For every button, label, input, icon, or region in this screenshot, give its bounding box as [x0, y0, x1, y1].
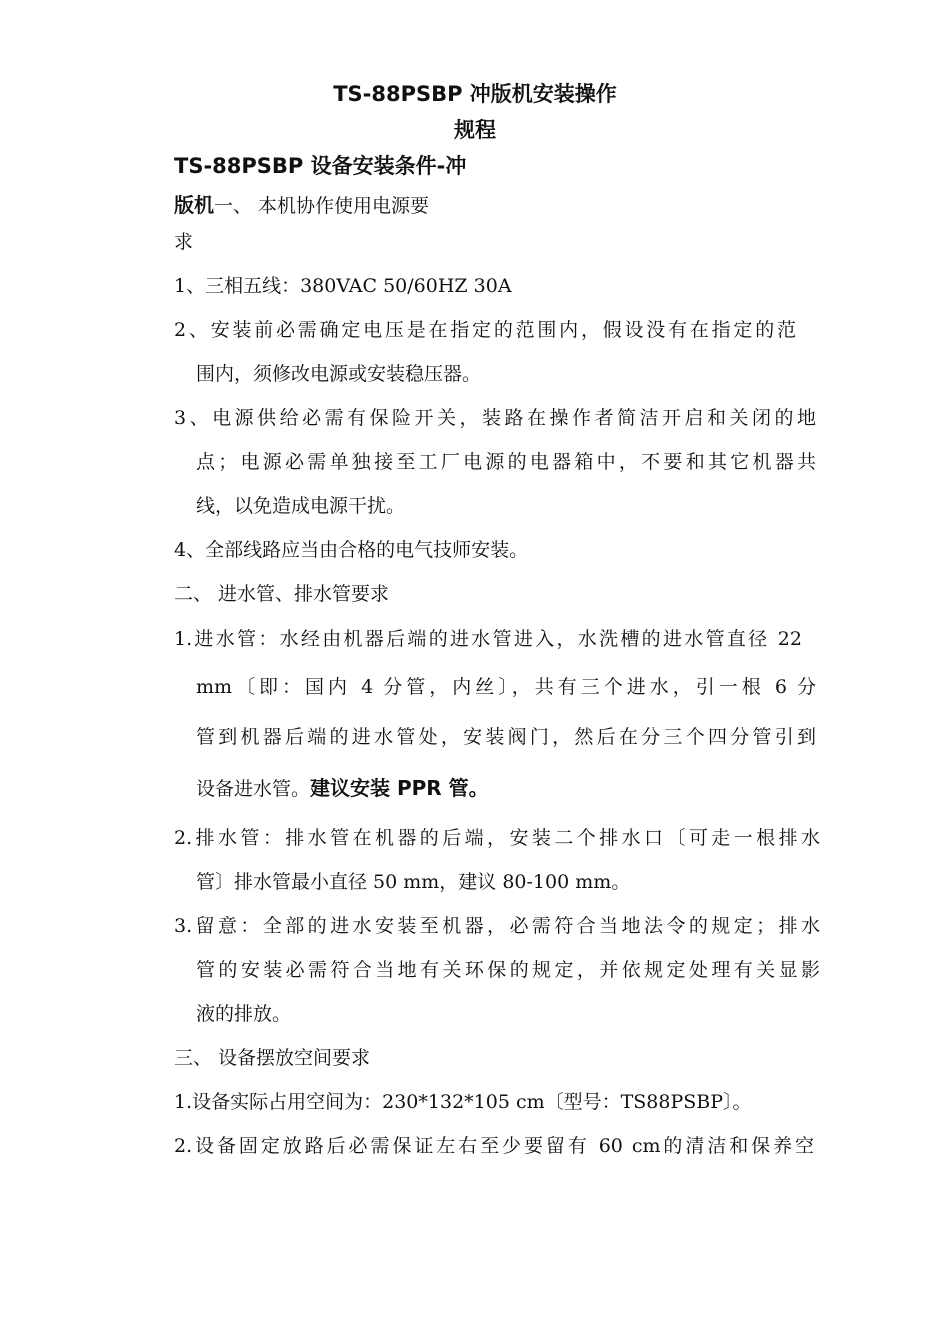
power-item-4: 4、全部线路应当由合格的电气技师安装。 [174, 539, 529, 561]
power-heading: 一、 本机协作使用电源要 [214, 195, 430, 217]
water-item-2: 2.排水管：排水管在机器的后端，安装二个排水口〔可走一根排水 [174, 827, 820, 849]
document-title-continued: 规程 [454, 118, 496, 142]
water-item-3-end: 液的排放。 [196, 1003, 292, 1025]
water-item-3: 3.留意：全部的进水安装至机器，必需符合当地法令的规定；排水 [174, 915, 820, 937]
water-heading: 二、 进水管、排水管要求 [174, 583, 390, 605]
water-item-1-continued: mm〔即：国内 4 分管，内丝〕，共有三个进水，引一根 6 分 [196, 676, 816, 698]
power-item-3: 3、电源供给必需有保险开关，装路在操作者简洁开启和关闭的地 [174, 407, 816, 429]
water-item-1-end: 设备进水管。建议安装 PPR 管。 [196, 776, 489, 800]
space-item-2: 2.设备固定放路后必需保证左右至少要留有 60 cm的清洁和保养空 [174, 1135, 814, 1157]
power-item-2-continued: 围内，须修改电源或安装稳压器。 [196, 363, 482, 385]
water-item-1-continued-2: 管到机器后端的进水管处，安装阀门，然后在分三个四分管引到 [196, 726, 816, 748]
section-heading: TS-88PSBP 设备安装条件-冲 [174, 154, 467, 178]
power-item-3-end: 线，以免造成电源干扰。 [196, 495, 406, 517]
power-item-2: 2、安装前必需确定电压是在指定的范围内，假设没有在指定的范 [174, 319, 796, 341]
ppr-recommendation: 建议安装 PPR 管。 [310, 776, 489, 800]
power-item-3-continued: 点；电源必需单独接至工厂电源的电器箱中，不要和其它机器共 [196, 451, 816, 473]
document-title: TS-88PSBP 冲版机安装操作 [333, 82, 617, 106]
section-heading-continued [174, 191, 429, 220]
section-heading-bold: 版机 [174, 193, 214, 217]
water-item-1: 1.进水管：水经由机器后端的进水管进入，水洗槽的进水管直径 22 [174, 628, 802, 650]
power-item-1: 1、三相五线：380VAC 50/60HZ 30A [174, 275, 512, 297]
space-item-1: 1.设备实际占用空间为：230*132*105 cm〔型号：TS88PSBP〕。 [174, 1091, 752, 1113]
water-item-2-continued: 管〕排水管最小直径 50 mm，建议 80-100 mm。 [196, 871, 631, 893]
water-item-3-continued: 管的安装必需符合当地有关环保的规定，并依规定处理有关显影 [196, 959, 820, 981]
power-heading-continued: 求 [174, 231, 194, 253]
space-heading: 三、 设备摆放空间要求 [174, 1047, 371, 1069]
